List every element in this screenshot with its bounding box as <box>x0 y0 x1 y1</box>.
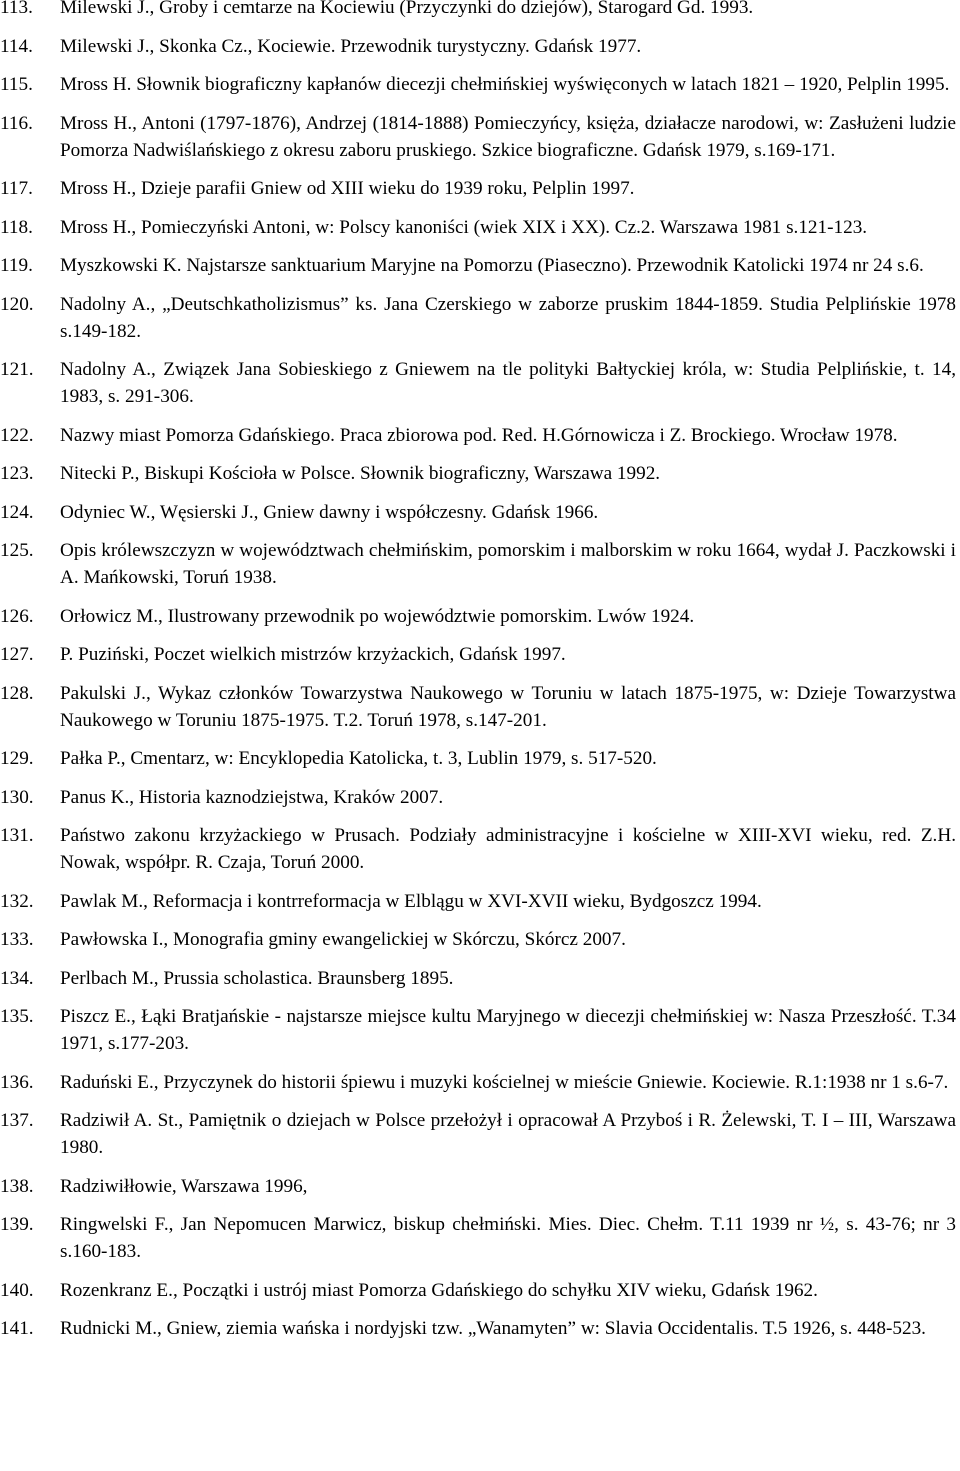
bibliography-entry <box>0 1107 956 1161</box>
entry-number: 128. <box>0 682 34 704</box>
bibliography-entry <box>0 1003 956 1057</box>
bibliography-entry <box>0 71 956 98</box>
bibliography-entry <box>0 499 956 526</box>
entry-number: 115. <box>0 74 33 95</box>
entry-text: Pawlak M., Reformacja i kontrreformacja w Elblągu w XVI-XVII wieku, Bydgoszcz 1994. <box>60 890 762 912</box>
bibliography-entry <box>0 422 956 449</box>
entry-number: 124. <box>0 501 34 523</box>
entry-text: Ringwelski F., Jan Nepomucen Marwicz, biskup chełmiński. Mies. Diec. Chełm. T.11 1939 nr ½, s. 43-76; nr 3 s.160-183. <box>60 1214 956 1262</box>
entry-number: 131. <box>0 825 34 846</box>
bibliography-entry <box>0 680 956 734</box>
entry-number: 123. <box>0 463 34 484</box>
entry-number: 126. <box>0 605 34 627</box>
entry-number: 129. <box>0 748 34 769</box>
entry-number: 118. <box>0 216 33 238</box>
entry-number: 119. <box>0 255 33 276</box>
entry-text: Rozenkranz E., Początki i ustrój miast Pomorza Gdańskiego do schyłku XIV wieku, Gdańsk 1962. <box>60 1279 818 1301</box>
bibliography-entry <box>0 603 956 630</box>
entry-text: Orłowicz M., Ilustrowany przewodnik po województwie pomorskim. Lwów 1924. <box>60 605 695 627</box>
entry-number: 120. <box>0 293 34 315</box>
bibliography-entry <box>0 0 956 21</box>
entry-number: 127. <box>0 644 34 665</box>
entry-text: Nadolny A., Związek Jana Sobieskiego z Gniewem na tle polityki Bałtyckiej króla, w: Studia Pelplińskie, t. 14, 1983, s. 291-306. <box>60 359 956 407</box>
entry-number: 121. <box>0 359 34 380</box>
bibliography-entry <box>0 110 956 164</box>
bibliography-entry <box>0 33 956 60</box>
entry-text: Mross H., Dzieje parafii Gniew od XIII wieku do 1939 roku, Pelplin 1997. <box>60 178 635 199</box>
entry-text: Mross H. Słownik biograficzny kapłanów diecezji chełmińskiej wyświęconych w latach 1821 – 1920, Pelplin 1995. <box>60 74 950 95</box>
entry-number: 117. <box>0 178 33 199</box>
entry-text: Piszcz E., Łąki Bratjańskie - najstarsze miejsce kultu Maryjnego w diecezji chełmińskiej w: Nasza Przeszłość. T.34 1971, s.177-203. <box>60 1006 956 1054</box>
entry-number: 113. <box>0 0 33 18</box>
entry-text: Nazwy miast Pomorza Gdańskiego. Praca zbiorowa pod. Red. H.Górnowicza i Z. Brockiego. Wrocław 1978. <box>60 424 898 446</box>
bibliography-entry <box>0 965 956 992</box>
bibliography-entry <box>0 252 956 279</box>
entry-text: P. Puziński, Poczet wielkich mistrzów krzyżackich, Gdańsk 1997. <box>60 644 566 665</box>
entry-number: 141. <box>0 1318 34 1339</box>
entry-text: Perlbach M., Prussia scholastica. Braunsberg 1895. <box>60 967 454 989</box>
entry-text: Mross H., Antoni (1797-1876), Andrzej (1814-1888) Pomieczyńcy, księża, działacze narodowi, w: Zasłużeni ludzie Pomorza Nadwiślańskiego z okresu zaboru pruskiego. Szkice biograficzne. Gdańsk 1979, s.169-171. <box>60 112 956 161</box>
bibliography-entry <box>0 1315 956 1342</box>
entry-text: Pałka P., Cmentarz, w: Encyklopedia Katolicka, t. 3, Lublin 1979, s. 517-520. <box>60 748 657 769</box>
bibliography-entry <box>0 1211 956 1265</box>
entry-text: Raduński E., Przyczynek do historii śpiewu i muzyki kościelnej w mieście Gniewie. Kociewie. R.1:1938 nr 1 s.6-7. <box>60 1071 949 1093</box>
bibliography-entry <box>0 641 956 668</box>
entry-text: Radziwiłłowie, Warszawa 1996, <box>60 1175 308 1197</box>
bibliography-entry <box>0 356 956 410</box>
bibliography-entry <box>0 175 956 202</box>
entry-text: Panus K., Historia kaznodziejstwa, Kraków 2007. <box>60 786 444 808</box>
bibliography-entry <box>0 822 956 876</box>
entry-text: Mross H., Pomieczyński Antoni, w: Polscy kanoniści (wiek XIX i XX). Cz.2. Warszawa 1981 s.121-123. <box>60 216 868 238</box>
bibliography-entry <box>0 1173 956 1200</box>
entry-text: Państwo zakonu krzyżackiego w Prusach. Podziały administracyjne i kościelne w XIII-XVI wieku, red. Z.H. Nowak, współpr. R. Czaja, Toruń 2000. <box>60 825 956 873</box>
entry-number: 132. <box>0 890 34 912</box>
entry-text: Pakulski J., Wykaz członków Towarzystwa Naukowego w Toruniu w latach 1875-1975, w: Dzieje Towarzystwa Naukowego w Toruniu 1875-1975. T.2. Toruń 1978, s.147-201. <box>60 682 956 731</box>
entry-text: Pawłowska I., Monografia gminy ewangelickiej w Skórczu, Skórcz 2007. <box>60 929 626 950</box>
entry-text: Nitecki P., Biskupi Kościoła w Polsce. Słownik biograficzny, Warszawa 1992. <box>60 463 661 484</box>
entry-number: 137. <box>0 1110 34 1131</box>
entry-number: 116. <box>0 112 33 134</box>
entry-number: 133. <box>0 929 34 950</box>
entry-text: Nadolny A., „Deutschkatholizismus” ks. Jana Czerskiego w zaborze pruskim 1844-1859. Studia Pelplińskie 1978 s.149-182. <box>60 293 956 342</box>
entry-text: Radziwił A. St., Pamiętnik o dziejach w Polsce przełożył i opracował A Przyboś i R. Żelewski, T. I – III, Warszawa 1980. <box>60 1110 956 1158</box>
entry-number: 122. <box>0 424 34 446</box>
entry-number: 139. <box>0 1214 34 1235</box>
bibliography-entry <box>0 1069 956 1096</box>
bibliography-entry <box>0 1277 956 1304</box>
entry-number: 114. <box>0 35 33 57</box>
bibliography-entry <box>0 460 956 487</box>
bibliography-entry <box>0 291 956 345</box>
entry-number: 138. <box>0 1175 34 1197</box>
entry-number: 140. <box>0 1279 34 1301</box>
entry-number: 134. <box>0 967 34 989</box>
bibliography-entry <box>0 888 956 915</box>
entry-text: Myszkowski K. Najstarsze sanktuarium Maryjne na Pomorzu (Piaseczno). Przewodnik Katolicki 1974 nr 24 s.6. <box>60 255 924 276</box>
entry-text: Odyniec W., Węsierski J., Gniew dawny i współczesny. Gdańsk 1966. <box>60 501 599 523</box>
bibliography-entry <box>0 214 956 241</box>
entry-number: 136. <box>0 1071 34 1093</box>
bibliography-entry <box>0 745 956 772</box>
entry-text: Opis królewszczyzn w województwach chełmińskim, pomorskim i malborskim w roku 1664, wydał J. Paczkowski i A. Mańkowski, Toruń 1938. <box>60 540 956 588</box>
entry-text: Rudnicki M., Gniew, ziemia wańska i nordyjski tzw. „Wanamyten” w: Slavia Occidentalis. T.5 1926, s. 448-523. <box>60 1318 926 1339</box>
bibliography-entry <box>0 784 956 811</box>
bibliography-entry <box>0 926 956 953</box>
entry-number: 135. <box>0 1006 34 1027</box>
entry-text: Milewski J., Skonka Cz., Kociewie. Przewodnik turystyczny. Gdańsk 1977. <box>60 35 642 57</box>
entry-number: 125. <box>0 540 34 561</box>
bibliography-entry <box>0 537 956 591</box>
entry-number: 130. <box>0 786 34 808</box>
entry-text: Milewski J., Groby i cemtarze na Kociewiu (Przyczynki do dziejów), Starogard Gd. 1993. <box>60 0 754 18</box>
